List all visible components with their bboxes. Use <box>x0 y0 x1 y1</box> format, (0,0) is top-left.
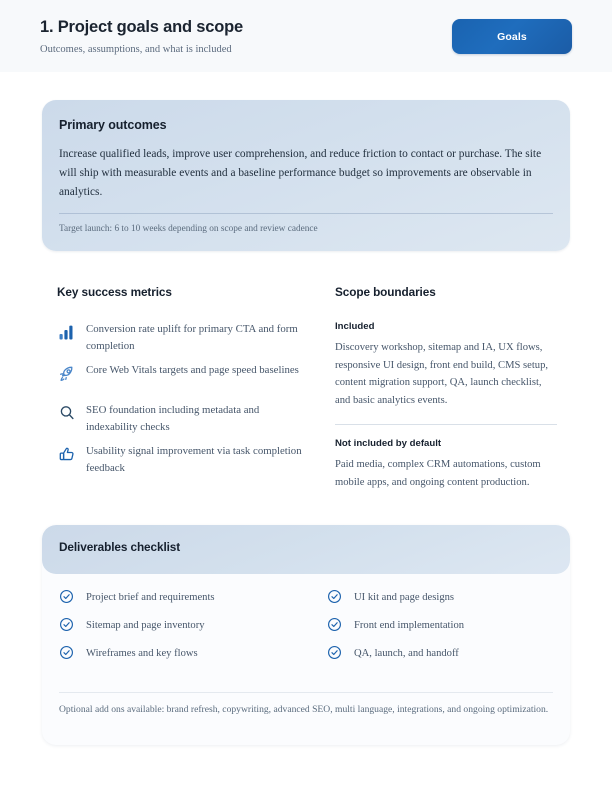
check-circle-icon <box>59 589 74 604</box>
check-circle-icon <box>327 645 342 660</box>
metric-item <box>57 321 307 354</box>
goals-button-label: Goals <box>497 30 527 43</box>
checklist-item[interactable] <box>59 643 309 671</box>
deliverables-right-column <box>327 587 562 671</box>
checklist-label: Front end implementation <box>354 620 465 631</box>
scope-divider <box>335 424 557 425</box>
metric-item <box>57 443 307 476</box>
page-subtitle: Outcomes, assumptions, and what is included <box>40 44 232 55</box>
deliverables-checklist-card <box>42 525 570 745</box>
key-success-metrics-section <box>57 285 307 484</box>
primary-outcomes-body: Increase qualified leads, improve user comprehension, and reduce friction to contact or purchase. The site will ship with measurable events and a baseline performance budget so improvements are observable in analytics. <box>59 148 542 198</box>
scope-boundaries-section <box>335 285 557 491</box>
checklist-label: Wireframes and key flows <box>86 648 198 659</box>
metric-label: SEO foundation including metadata and indexability checks <box>86 404 260 433</box>
checklist-item[interactable] <box>327 615 562 643</box>
checklist-item[interactable] <box>59 587 309 615</box>
search-icon <box>57 403 77 423</box>
outcomes-divider <box>59 213 553 214</box>
checklist-item[interactable] <box>327 587 562 615</box>
header-content <box>40 0 572 72</box>
thumbs-up-icon <box>57 444 77 464</box>
checklist-item[interactable] <box>59 615 309 643</box>
metric-label: Usability signal improvement via task completion feedback <box>86 445 302 474</box>
rocket-icon <box>57 363 77 383</box>
checklist-label: UI kit and page designs <box>354 592 455 603</box>
scope-included-label: Included <box>335 321 375 332</box>
scope-heading: Scope boundaries <box>335 285 436 299</box>
goals-button[interactable] <box>452 19 572 54</box>
page-header <box>0 0 612 72</box>
metric-label: Core Web Vitals targets and page speed baselines <box>86 364 299 376</box>
primary-outcomes-title: Primary outcomes <box>59 118 167 132</box>
target-launch-note: Target launch: 6 to 10 weeks depending on scope and review cadence <box>59 224 318 234</box>
metrics-heading: Key success metrics <box>57 285 172 299</box>
scope-excluded-label: Not included by default <box>335 438 442 449</box>
deliverables-divider <box>59 692 553 693</box>
check-circle-icon <box>59 617 74 632</box>
deliverables-footnote: Optional add ons available: brand refresh, copywriting, advanced SEO, multi language, integrations, and ongoing optimization. <box>59 704 549 715</box>
checklist-label: QA, launch, and handoff <box>354 648 459 659</box>
checklist-label: Project brief and requirements <box>86 592 215 603</box>
check-circle-icon <box>59 645 74 660</box>
page-title: 1. Project goals and scope <box>40 18 243 36</box>
primary-outcomes-card <box>42 100 570 251</box>
scope-excluded-text: Paid media, complex CRM automations, custom mobile apps, and ongoing content production. <box>335 459 541 488</box>
scope-included-text: Discovery workshop, sitemap and IA, UX flows, responsive UI design, front end build, CMS setup, content migration support, QA, launch checklist, and basic analytics events. <box>335 342 549 406</box>
checklist-item[interactable] <box>327 643 562 671</box>
metric-item <box>57 362 307 394</box>
deliverables-title: Deliverables checklist <box>59 540 181 554</box>
metric-item <box>57 402 307 435</box>
metric-label: Conversion rate uplift for primary CTA and form completion <box>86 323 298 352</box>
deliverables-left-column <box>59 587 309 671</box>
check-circle-icon <box>327 589 342 604</box>
check-circle-icon <box>327 617 342 632</box>
deliverables-header <box>42 525 570 574</box>
checklist-label: Sitemap and page inventory <box>86 620 205 631</box>
bar-chart-icon <box>57 322 77 342</box>
